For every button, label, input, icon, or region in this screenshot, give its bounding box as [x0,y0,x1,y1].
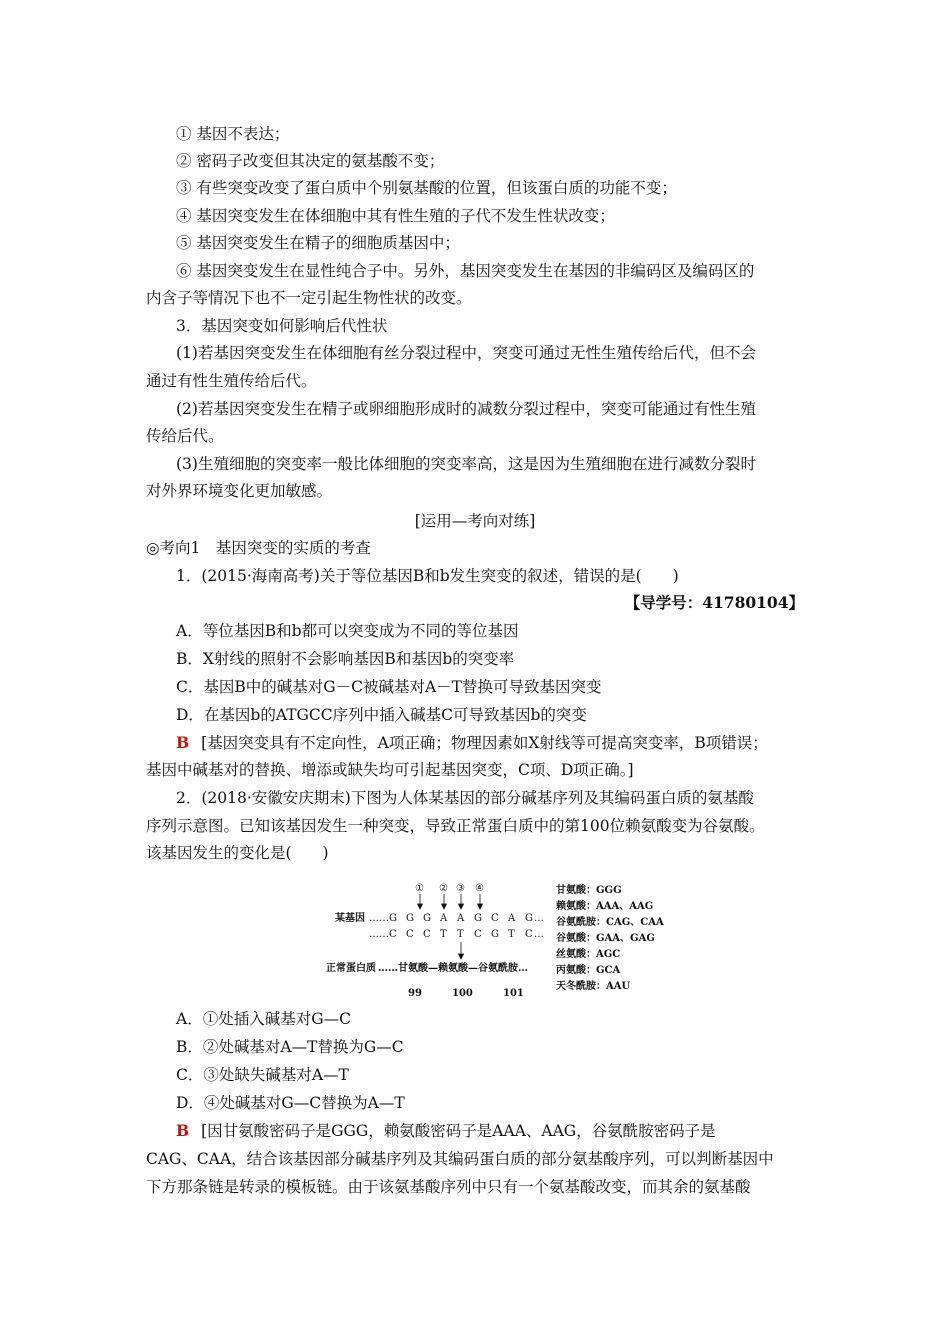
q2-explanation-cont-1: CAG、CAA，结合该基因部分碱基序列及其编码蛋白质的部分氨基酸序列，可以判断基因中 [146,1150,774,1168]
position-100: 100 [452,988,473,999]
marker-1: ① [415,883,424,894]
section-3-para-1: (1)若基因突变发生在体细胞有丝分裂过程中，突变可通过无性生殖传给后代，但不会 [176,344,756,362]
codon-entry: 谷氨酸：GAA、GAG [556,933,655,944]
section-3-para-2: (2)若基因突变发生在精子或卵细胞形成时的减数分裂过程中，突变可能通过有性生殖 [176,400,756,418]
intro-item-2: ② 密码子改变但其决定的氨基酸不变； [176,152,445,170]
q1-answer-line [176,733,768,753]
codon-entry: 赖氨酸：AAA、AAG [556,901,654,912]
q1-explanation: [基因突变具有不定向性，A项正确；物理因素如X射线等可提高突变率，B项错误； [201,734,768,752]
codon-entry: 谷氨酰胺：CAG、CAA [556,917,664,928]
bottom-base: T [440,929,447,940]
q1-option-a: A．等位基因B和b都可以突变成为不同的等位基因 [176,622,519,640]
section-3-para-2-cont: 传给后代。 [146,427,224,445]
q1-answer: B [176,733,190,752]
q2-option-a: A．①处插入碱基对G—C [176,1010,351,1028]
bottom-strand-suffix: … [534,929,544,940]
bottom-base: C [474,929,482,940]
q2-answer-line [176,1121,716,1141]
bottom-base: C [389,929,397,940]
codon-entry: 丝氨酸：AGC [556,949,621,960]
marker-arrows [418,894,483,909]
intro-item-6: ⑥ 基因突变发生在显性纯合子中。另外，基因突变发生在基因的非编码区及编码区的 [176,262,755,280]
top-base: G [474,913,482,924]
bottom-base: C [423,929,431,940]
intro-item-6-cont: 内含子等情况下也不一定引起生物性状的改变。 [146,289,472,307]
codon-entry: 丙氨酸：GCA [556,965,621,976]
section-3-para-3-cont: 对外界环境变化更加敏感。 [146,482,333,500]
section-3-title: 3．基因突变如何影响后代性状 [176,317,388,335]
bottom-base: G [491,929,499,940]
guide-number: 【导学号：41780104】 [624,593,804,612]
q1-option-b: B．X射线的照射不会影响基因B和基因b的突变率 [176,650,515,668]
q2-option-b: B．②处碱基对A—T替换为G—C [176,1038,404,1056]
question-1-stem: 1．(2015·海南高考)关于等位基因B和b发生突变的叙述，错误的是( ) [176,567,679,585]
top-base: C [491,913,499,924]
question-2-stem-cont: 序列示意图。已知该基因发生一种突变，导致正常蛋白质中的第100位赖氨酸变为谷氨酸。 [146,817,765,835]
intro-item-1: ① 基因不表达； [176,125,290,143]
intro-item-4: ④ 基因突变发生在体细胞中其有性生殖的子代不发生性状改变； [176,207,615,225]
question-2-stem: 2．(2018·安徽安庆期末)下图为人体某基因的部分碱基序列及其编码蛋白质的氨基酸 [176,789,754,807]
gene-sequence-diagram [326,880,686,1002]
top-strand-suffix: … [534,913,544,924]
q2-explanation: [因甘氨酸密码子是GGG，赖氨酸密码子是AAA、AAG，谷氨酰胺密码子是 [201,1122,716,1140]
q2-option-c: C．③处缺失碱基对A—T [176,1066,349,1084]
top-strand-prefix: …… [369,913,389,924]
top-base: A [508,913,516,924]
position-99: 99 [408,988,422,999]
protein-label: 正常蛋白质 [326,963,376,974]
codon-entry: 天冬酰胺：AAU [556,981,631,992]
codon-entry: 甘氨酸：GGG [556,885,622,896]
direction-1-heading: ◎考向1 基因突变的实质的考查 [146,539,371,557]
q1-option-d: D．在基因b的ATGCC序列中插入碱基C可导致基因b的突变 [176,706,587,724]
marker-3: ③ [456,883,465,894]
top-base: G [525,913,533,924]
position-101: 101 [503,988,524,999]
top-base: G [389,913,397,924]
section-3-para-3: (3)生殖细胞的突变率一般比体细胞的突变率高，这是因为生殖细胞在进行减数分裂时 [176,455,756,473]
marker-4: ④ [475,883,484,894]
gene-label: 某基因 [335,913,365,924]
top-base: G [406,913,414,924]
bottom-base: C [406,929,414,940]
bottom-strand-prefix: …… [369,929,389,940]
practice-heading: [运用—考向对练] [414,512,536,530]
top-base: G [423,913,431,924]
marker-2: ② [439,883,448,894]
section-3-para-1-cont: 通过有性生殖传给后代。 [146,372,317,390]
top-base: A [457,913,465,924]
q1-explanation-cont: 基因中碱基对的替换、增添或缺失均可引起基因突变，C项、D项正确。] [146,761,634,779]
bottom-base: T [457,929,464,940]
q2-option-d: D．④处碱基对G—C替换为A—T [176,1094,405,1112]
bottom-base: T [508,929,515,940]
q2-answer: B [176,1121,190,1140]
question-2-stem-end: 该基因发生的变化是( ) [146,844,329,862]
intro-item-5: ⑤ 基因突变发生在精子的细胞质基因中； [176,234,460,252]
bottom-base: C [525,929,533,940]
intro-item-3: ③ 有些突变改变了蛋白质中个别氨基酸的位置，但该蛋白质的功能不变； [176,179,677,197]
q2-explanation-cont-2: 下方那条链是转录的模板链。由于该氨基酸序列中只有一个氨基酸改变，而其余的氨基酸 [146,1178,751,1196]
top-base: A [440,913,448,924]
protein-sequence: ……甘氨酸—赖氨酸—谷氨酰胺… [378,963,528,974]
q1-option-c: C．基因B中的碱基对G－C被碱基对A－T替换可导致基因突变 [176,678,602,696]
translation-arrow [459,942,464,959]
